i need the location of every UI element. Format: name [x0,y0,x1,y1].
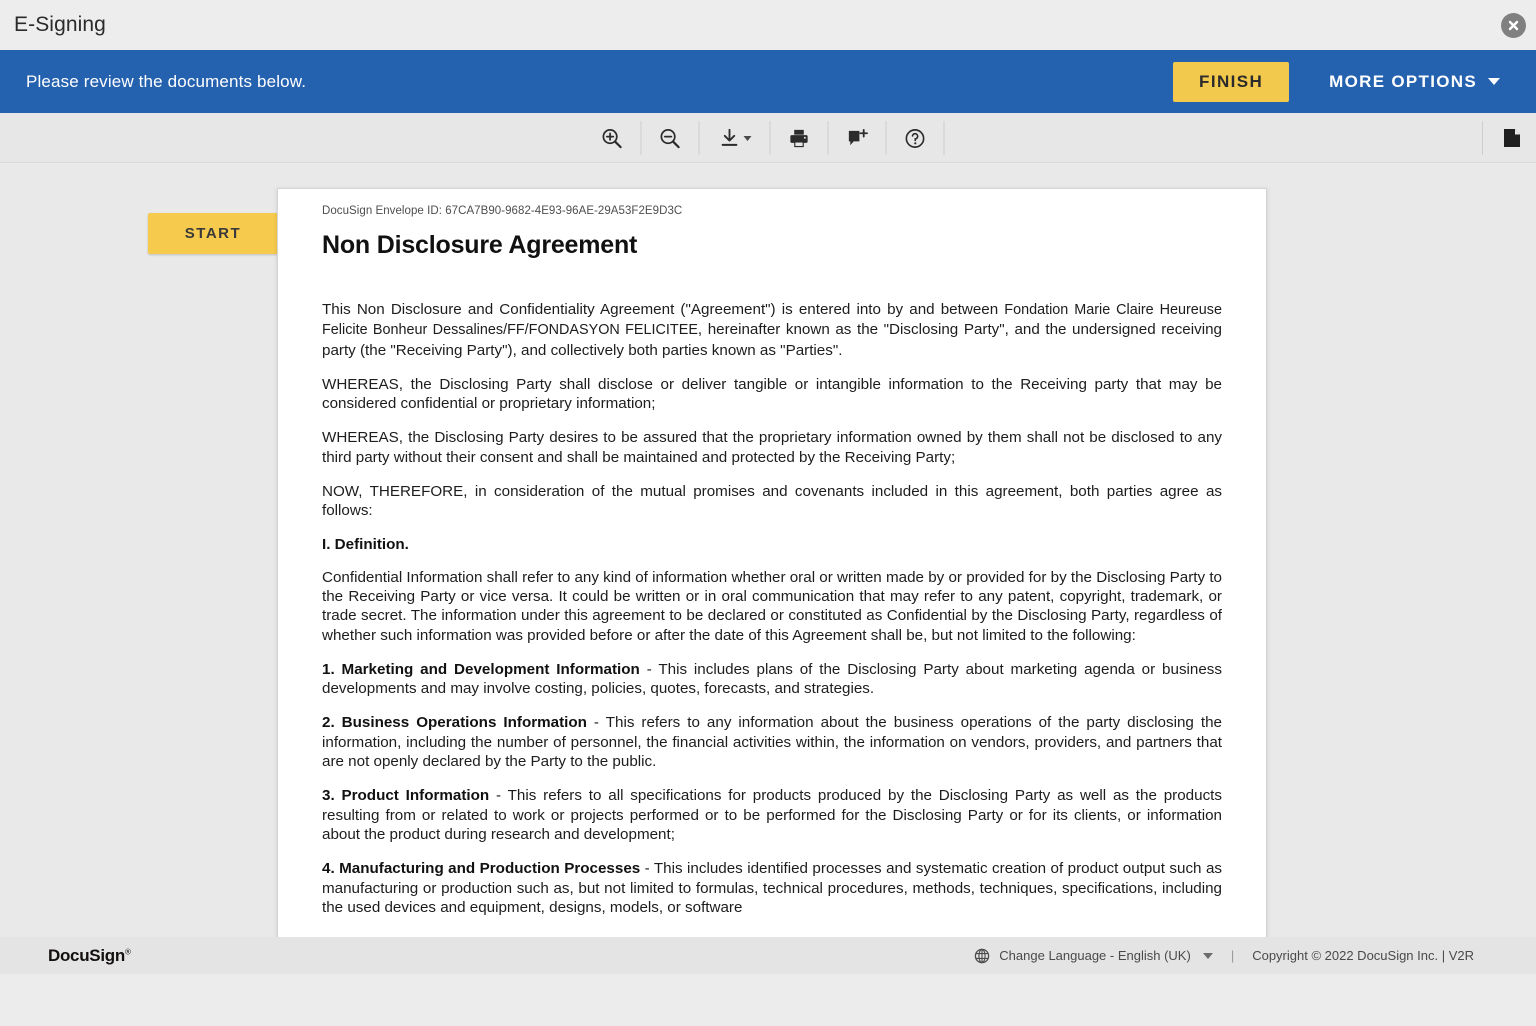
definition-item-text: - This includes plans of the Disclosing Party about marketing agenda or business developments and may involve costing, policies, quotes, forecasts, and strategies. [322,660,1222,698]
definition-item-label: 3. Product Information [322,787,490,805]
title-bar [0,0,1536,50]
section-heading-definition: I. Definition. [322,535,409,553]
close-icon[interactable] [1501,13,1526,38]
toolbar-divider [886,121,887,155]
zoom-in-glyph [601,127,624,150]
toolbar-divider [641,121,642,155]
now-therefore-paragraph: NOW, THEREFORE, in consideration of the mutual promises and covenants included in this agreement, both parties agree as follows: [322,483,1222,520]
print-icon[interactable] [775,113,824,163]
page-thumbnail-glyph [1501,126,1523,150]
definition-item-text: - This refers to any information about the business operations of the party disclosing the information, including the number of personnel, the financial activities within, the information on vendors, providers, and partners that are not openly declared by the Party to the public. [322,714,1222,771]
footer-right [974,948,1474,964]
intro-before: This Non Disclosure and Confidentiality Agreement ("Agreement") is entered into by and between [322,301,1005,318]
more-options-button[interactable] [1329,72,1500,92]
disclosing-party-name: Fondation Marie Claire Heureuse Felicite Bonheur Dessalines/FF/FONDASYON FELICITEE [322,302,1222,339]
footer-bar [0,937,1536,974]
add-comment-glyph [846,127,869,150]
globe-icon [974,948,990,964]
finish-button[interactable]: FINISH [1173,62,1289,102]
definition-item-text: - This refers to all specifications for products produced by the Disclosing Party as well as the products resulting from or related to work or projects performed or to be performed for the Disclosing Party or for its clients, or information about the product during research and development; [322,787,1222,843]
zoom-out-glyph [659,127,682,150]
toolbar-divider [828,121,829,155]
confidential-information-paragraph: Confidential Information shall refer to any kind of information whether oral or written made by or provided for by the Disclosing Party to the Receiving Party or vice versa. It could be written or in oral communication that may refer to any patent, copyright, trademark, or trade secret. The information under this agreement to be declared or constituted as Confidential by the Disclosing Party, regardless of whether such information was provided before or after the date of this Agreement shall be, but not limited to the following: [322,568,1222,644]
intro-after: , hereinafter known as the "Disclosing Party", and the undersigned receiving party (the "Receiving Party"), and collectively both parties known as "Parties". [322,321,1222,359]
action-bar [0,50,1536,113]
language-chevron-down-icon [1203,953,1213,959]
help-glyph [904,127,927,150]
envelope-id: DocuSign Envelope ID: 67CA7B90-9682-4E93-96AE-29A53F2E9D3C [322,205,683,217]
toolbar-tools [588,113,949,163]
footer-divider: | [1230,948,1235,963]
chevron-down-icon [1488,78,1500,85]
change-language-button[interactable] [974,948,1213,964]
definition-item [322,786,1222,844]
whereas-paragraph-2: WHEREAS, the Disclosing Party desires to be assured that the proprietary information owned by them shall not be disclosed to any third party without their consent and shall be maintained and protected by the Receiving Party; [322,429,1222,466]
trademark-mark: ® [124,946,131,956]
review-message: Please review the documents below. [26,71,307,91]
page-thumbnail-icon[interactable] [1487,113,1536,163]
change-language-label: Change Language - English (UK) [999,948,1191,963]
toolbar-right-controls [1478,113,1536,163]
download-glyph [718,127,740,149]
toolbar-divider [699,121,700,155]
definition-item-label: 1. Marketing and Development Information [322,660,640,678]
toolbar-divider [944,121,945,155]
bottom-strip [0,974,1536,1026]
definition-item-label: 2. Business Operations Information [322,714,587,732]
help-icon[interactable] [891,113,940,163]
close-x-glyph [1507,19,1520,32]
start-button[interactable]: START [148,213,278,254]
intro-paragraph [322,300,1222,360]
definition-item-label: 4. Manufacturing and Production Processes [322,860,641,878]
document-toolbar [0,113,1536,163]
docusign-logo [48,946,131,966]
toolbar-divider [1482,121,1483,155]
page-title: E-Signing [14,13,106,36]
whereas-paragraph-1: WHEREAS, the Disclosing Party shall disclose or deliver tangible or intangible information to the Receiving party that may be considered confidential or proprietary information; [322,375,1222,413]
action-bar-controls [1173,50,1536,113]
definition-item [322,859,1222,917]
add-comment-icon[interactable] [833,113,882,163]
download-chevron-down-icon [743,136,751,141]
document-title: Non Disclosure Agreement [322,231,638,259]
zoom-out-icon[interactable] [646,113,695,163]
download-icon[interactable] [704,113,766,163]
definition-item [322,713,1222,771]
brand-text: DocuSign [48,945,125,965]
more-options-label: MORE OPTIONS [1329,71,1477,91]
document-viewer[interactable] [0,164,1536,937]
zoom-in-icon[interactable] [588,113,637,163]
copyright-text: Copyright © 2022 DocuSign Inc. | V2R [1252,948,1474,963]
document-page [277,188,1267,937]
definition-item [322,660,1222,699]
toolbar-divider [770,121,771,155]
print-glyph [788,127,811,150]
definition-item-text: - This includes identified processes and systematic creation of product output such as manufacturing or production such as, but not limited to formulas, technical procedures, methods, techniques, specifications, including the used devices and equipment, designs, models, or software [322,860,1222,916]
